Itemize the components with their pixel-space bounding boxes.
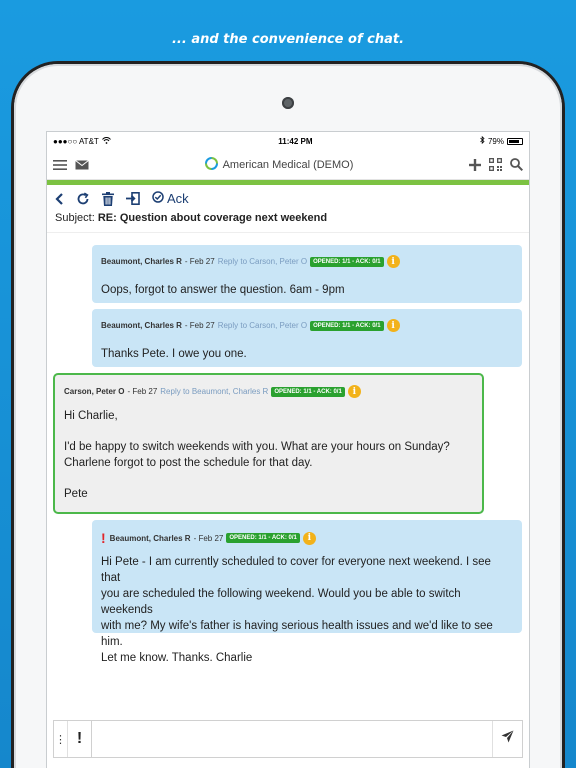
- message-bubble[interactable]: [92, 309, 522, 367]
- info-icon[interactable]: i: [387, 319, 400, 332]
- message-line: with me? My wife's father is having serious health issues and we'd like to see him.: [101, 620, 493, 648]
- message-date: - Feb 27: [193, 533, 224, 543]
- message-date: - Feb 27: [127, 387, 158, 396]
- bluetooth-icon: [480, 136, 485, 146]
- nav-bar: [47, 150, 529, 180]
- battery-icon: [507, 138, 523, 145]
- send-icon: [501, 730, 514, 748]
- message-bubble-selected[interactable]: [53, 373, 484, 514]
- message-body: [101, 346, 513, 362]
- message-meta: [101, 255, 513, 268]
- reply-to-link[interactable]: Reply to Carson, Peter O: [217, 321, 308, 330]
- more-options-icon[interactable]: ⋮: [54, 721, 68, 757]
- trash-icon[interactable]: [102, 192, 114, 206]
- reply-to-link[interactable]: Reply to Carson, Peter O: [217, 257, 308, 266]
- info-icon[interactable]: i: [348, 385, 361, 398]
- battery-percent: 79%: [487, 136, 504, 146]
- subject-label: Subject:: [55, 212, 95, 224]
- ack-label: Ack: [167, 191, 189, 206]
- search-icon[interactable]: [510, 158, 523, 171]
- message-body: [64, 408, 473, 502]
- message-line: Let me know. Thanks. Charlie: [101, 652, 253, 664]
- carrier-label: ●●●○○ AT&T: [53, 136, 99, 146]
- info-icon[interactable]: i: [303, 532, 316, 545]
- message-line: Hi Charlie,: [64, 410, 118, 422]
- message-bubble[interactable]: [92, 520, 522, 664]
- message-line: Charlene forgot to post the schedule for that day.: [64, 457, 313, 469]
- ack-button[interactable]: [152, 191, 189, 206]
- refresh-icon[interactable]: [76, 192, 90, 206]
- status-bar: [47, 132, 529, 150]
- check-circle-icon: [152, 191, 164, 206]
- message-body: [101, 282, 513, 298]
- info-icon[interactable]: i: [387, 255, 400, 268]
- send-button[interactable]: [492, 721, 522, 757]
- camera-dot: [282, 97, 294, 109]
- mail-icon[interactable]: [75, 160, 89, 170]
- message-meta: [64, 385, 473, 398]
- message-line: Thanks Pete. I owe you one.: [101, 348, 247, 360]
- qr-code-icon[interactable]: [489, 158, 502, 171]
- message-date: - Feb 27: [184, 321, 215, 330]
- message-line: Pete: [64, 488, 88, 500]
- wifi-icon: [102, 137, 111, 146]
- app-title-text: American Medical (DEMO): [222, 158, 354, 171]
- message-line: Oops, forgot to answer the question. 6am - 9pm: [101, 284, 345, 296]
- urgent-toggle-button[interactable]: !: [68, 721, 92, 757]
- message-author: Beaumont, Charles R: [101, 257, 182, 266]
- message-author: Beaumont, Charles R: [109, 533, 191, 543]
- message-input[interactable]: [92, 721, 492, 757]
- app-title: [205, 157, 354, 173]
- message-toolbar: [47, 185, 529, 208]
- message-meta: [101, 319, 513, 332]
- subject-line: [47, 208, 529, 233]
- app-screen: [46, 131, 530, 768]
- message-line: I'd be happy to switch weekends with you. What are your hours on Sunday?: [64, 441, 450, 453]
- message-meta: [101, 530, 513, 546]
- clock: 11:42 PM: [278, 136, 313, 146]
- move-to-folder-icon[interactable]: [126, 192, 140, 205]
- message-bubble[interactable]: [92, 245, 522, 303]
- promo-tagline: ... and the convenience of chat.: [171, 32, 405, 47]
- message-composer: [53, 720, 523, 758]
- back-chevron-icon[interactable]: [55, 193, 64, 205]
- message-date: - Feb 27: [184, 257, 215, 266]
- message-author: Beaumont, Charles R: [101, 321, 182, 330]
- reply-to-link[interactable]: Reply to Beaumont, Charles R: [160, 387, 269, 396]
- message-body: [101, 554, 513, 666]
- urgent-icon: !: [101, 530, 106, 546]
- message-author: Carson, Peter O: [64, 387, 125, 396]
- status-badge: OPENED: 1/1 - ACK: 0/1: [310, 321, 383, 331]
- plus-icon[interactable]: [469, 159, 481, 171]
- message-line: you are scheduled the following weekend. Would you be able to switch weekends: [101, 588, 461, 616]
- subject-text: RE: Question about coverage next weekend: [97, 212, 328, 224]
- status-badge: OPENED: 1/1 - ACK: 0/1: [271, 387, 344, 397]
- status-badge: OPENED: 1/1 - ACK: 0/1: [226, 533, 299, 543]
- app-logo-icon: [205, 157, 218, 173]
- status-badge: OPENED: 1/1 - ACK: 0/1: [310, 257, 383, 267]
- hamburger-menu-icon[interactable]: [53, 160, 67, 170]
- message-line: Hi Pete - I am currently scheduled to cover for everyone next weekend. I see that: [101, 556, 491, 584]
